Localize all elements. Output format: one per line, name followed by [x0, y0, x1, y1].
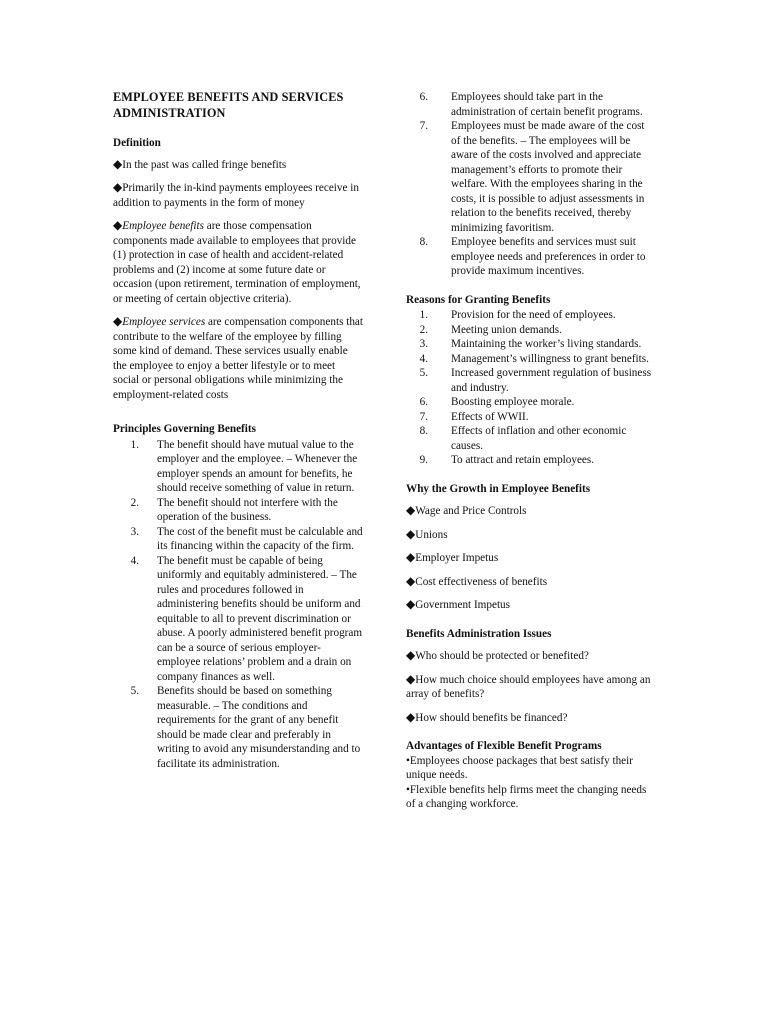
list-item: 3. The cost of the benefit must be calculable and its financing within the capacity of the firm.	[130, 525, 363, 552]
definition-bullet-2: ◆Primarily the in-kind payments employees receive in addition to payments in the form of money	[113, 180, 359, 209]
growth-bullet: ◆Government Impetus	[406, 597, 510, 611]
definition-bullet-4: ◆Employee services are compensation components that contribute to the welfare of the employee by filling some kind of demand. These services usually enable the employee to enjoy a better lifestyle or to meet social or personal obligations while minimizing the employment-related costs	[113, 314, 363, 401]
flexible-item: •Employees choose packages that best satisfy their unique needs.	[406, 754, 633, 781]
list-item: 1. Provision for the need of employees.	[419, 309, 616, 321]
list-item: 5. Increased government regulation of business and industry.	[419, 367, 652, 394]
term-employee-benefits: Employee benefits	[122, 220, 204, 232]
right-column	[406, 90, 656, 812]
list-item: 3. Maintaining the worker’s living standards.	[419, 338, 642, 350]
diamond-bullet-icon: ◆	[113, 218, 123, 232]
diamond-bullet-icon: ◆	[406, 550, 416, 564]
list-item: 7. Employees must be made aware of the cost of the benefits. – The employees will be aware of the costs involved and appreciate management’s efforts to promote their welfare. With the employees sharing in the costs, it is possible to adjust assessments in relation to the benefits received, thereby minimizing favoritism.	[419, 120, 645, 234]
reasons-heading: Reasons for Granting Benefits	[406, 293, 551, 306]
diamond-bullet-icon: ◆	[406, 597, 416, 611]
diamond-bullet-icon: ◆	[113, 156, 123, 171]
list-item: 1. The benefit should have mutual value to the employer and the employee. – Whenever the employer spends an amount for benefits, he should receive something of value in return.	[130, 438, 358, 494]
growth-heading: Why the Growth in Employee Benefits	[406, 482, 591, 495]
issues-bullet: ◆How much choice should employees have among an array of benefits?	[406, 671, 651, 700]
list-item: 8. Effects of inflation and other economic causes.	[419, 425, 627, 452]
list-item: 5. Benefits should be based on something measurable. – The conditions and requirements for the grant of any benefit should be made clear and preferably in writing to avoid any misunderstanding and to facilitate its administration.	[130, 685, 361, 770]
list-item: 6. Employees should take part in the administration of certain benefit programs.	[419, 91, 643, 118]
diamond-bullet-icon: ◆	[406, 573, 416, 588]
list-item: 9. To attract and retain employees.	[419, 454, 595, 466]
list-item: 4. Management’s willingness to grant benefits.	[419, 352, 649, 365]
growth-bullet: ◆Wage and Price Controls	[406, 503, 527, 517]
diamond-bullet-icon: ◆	[406, 671, 416, 686]
left-column	[113, 90, 363, 781]
diamond-bullet-icon: ◆	[406, 526, 416, 541]
principles-heading: Principles Governing Benefits	[113, 423, 256, 435]
term-employee-services: Employee services	[122, 316, 206, 328]
list-item: 4. The benefit must be capable of being uniformly and equitably administered. – The rules and procedures followed in administering benefits should be uniform and equitable to all to prevent discrimination or abuse. A poorly administered benefit program can be a source of serious employer-employee relations’ problem and a drain on company finances as well.	[130, 554, 363, 683]
document-title: EMPLOYEE BENEFITS AND SERVICES ADMINISTRATION	[113, 90, 344, 120]
growth-bullet: ◆Employer Impetus	[406, 550, 499, 564]
issues-bullet: ◆How should benefits be financed?	[406, 709, 568, 724]
definition-bullet-3: ◆Employee benefits are those compensation components made available to employees that provide (1) protection in case of health and accident-related problems and (2) income at some future date or occasion (upon retirement, termination of employment, or meeting of certain objective criteria).	[113, 218, 361, 305]
diamond-bullet-icon: ◆	[406, 503, 416, 517]
growth-bullet: ◆Unions	[406, 526, 448, 541]
definition-bullet-1: ◆In the past was called fringe benefits	[113, 156, 287, 171]
list-item: 7. Effects of WWII.	[419, 410, 529, 423]
principles-list-left	[113, 438, 363, 772]
principles-list-right	[406, 90, 656, 279]
diamond-bullet-icon: ◆	[406, 709, 416, 724]
issues-bullet: ◆Who should be protected or benefited?	[406, 648, 589, 662]
diamond-bullet-icon: ◆	[113, 314, 123, 328]
diamond-bullet-icon: ◆	[406, 648, 416, 662]
definition-heading: Definition	[113, 137, 161, 149]
growth-bullet: ◆Cost effectiveness of benefits	[406, 573, 548, 588]
diamond-bullet-icon: ◆	[113, 180, 123, 194]
list-item: 2. Meeting union demands.	[419, 323, 562, 336]
flexible-item: •Flexible benefits help firms meet the changing needs of a changing workforce.	[406, 783, 647, 810]
list-item: 8. Employee benefits and services must suit employee needs and preferences in order to provide maximum incentives.	[419, 236, 646, 277]
list-item: 6. Boosting employee morale.	[419, 396, 575, 408]
reasons-list	[406, 308, 656, 468]
issues-heading: Benefits Administration Issues	[406, 627, 552, 640]
list-item: 2. The benefit should not interfere with the operation of the business.	[130, 496, 338, 523]
flexible-heading: Advantages of Flexible Benefit Programs	[406, 740, 602, 752]
